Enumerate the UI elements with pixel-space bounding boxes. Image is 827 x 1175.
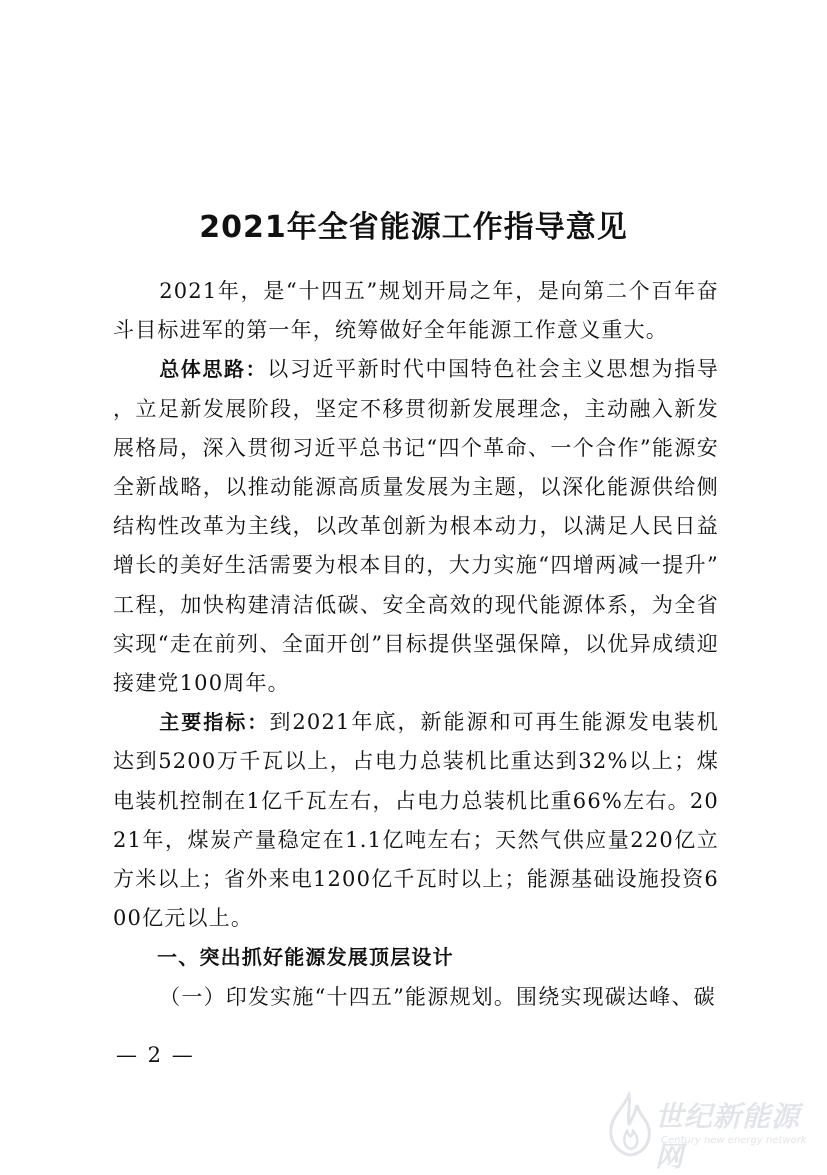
paragraph-lead: 主要指标： xyxy=(159,710,270,735)
document-title: 2021年全省能源工作指导意见 xyxy=(199,210,628,246)
watermark-subtitle: Century new energy network xyxy=(661,1135,807,1146)
flame-icon xyxy=(601,1091,657,1157)
page-number: — 2 — xyxy=(116,1043,195,1067)
paragraph-lead: 总体思路： xyxy=(159,357,268,382)
paragraph-text: 以习近平新时代中国特色社会主义思想为指导，立足新发展阶段，坚定不移贯彻新发展理念，主动融入新发展格局，深入贯彻习近平总书记“四个革命、一个合作”能源安全新战略，以推动能源高质量发展为主题，以深化能源供给侧结构性改革为主线，以改革创新为根本动力，以满足人民日益增长的美好生活需要为根本目的，大力实施“四增两减一提升”工程，加快构建清洁低碳、安全高效的现代能源体系，为全省实现“走在前列、全面开创”目标提供坚强保障，以优异成绩迎接建党100周年。 xyxy=(113,357,720,696)
watermark-name: 世纪新能源网 xyxy=(655,1100,801,1173)
overall-approach-paragraph xyxy=(113,350,719,703)
watermark xyxy=(591,1091,821,1173)
main-indicators-paragraph xyxy=(113,703,719,938)
intro-paragraph xyxy=(113,272,719,350)
subsection-paragraph: （一）印发实施“十四五”能源规划。围绕实现碳达峰、碳 xyxy=(159,984,716,1009)
paragraph-text: 到2021年底，新能源和可再生能源发电装机达到5200万千瓦以上，占电力总装机比重达到32%以上；煤电装机控制在1亿千瓦左右，占电力总装机比重66%左右。2021年，煤炭产量稳定在1.1亿吨左右；天然气供应量220亿立方米以上；省外来电1200亿千瓦时以上；能源基础设施投资600亿元以上。 xyxy=(113,710,719,931)
paragraph-text: 2021年，是“十四五”规划开局之年，是向第二个百年奋斗目标进军的第一年，统筹做好全年能源工作意义重大。 xyxy=(113,279,719,343)
section-heading: 一、突出抓好能源发展顶层设计 xyxy=(157,945,454,970)
document-body xyxy=(113,272,719,1017)
